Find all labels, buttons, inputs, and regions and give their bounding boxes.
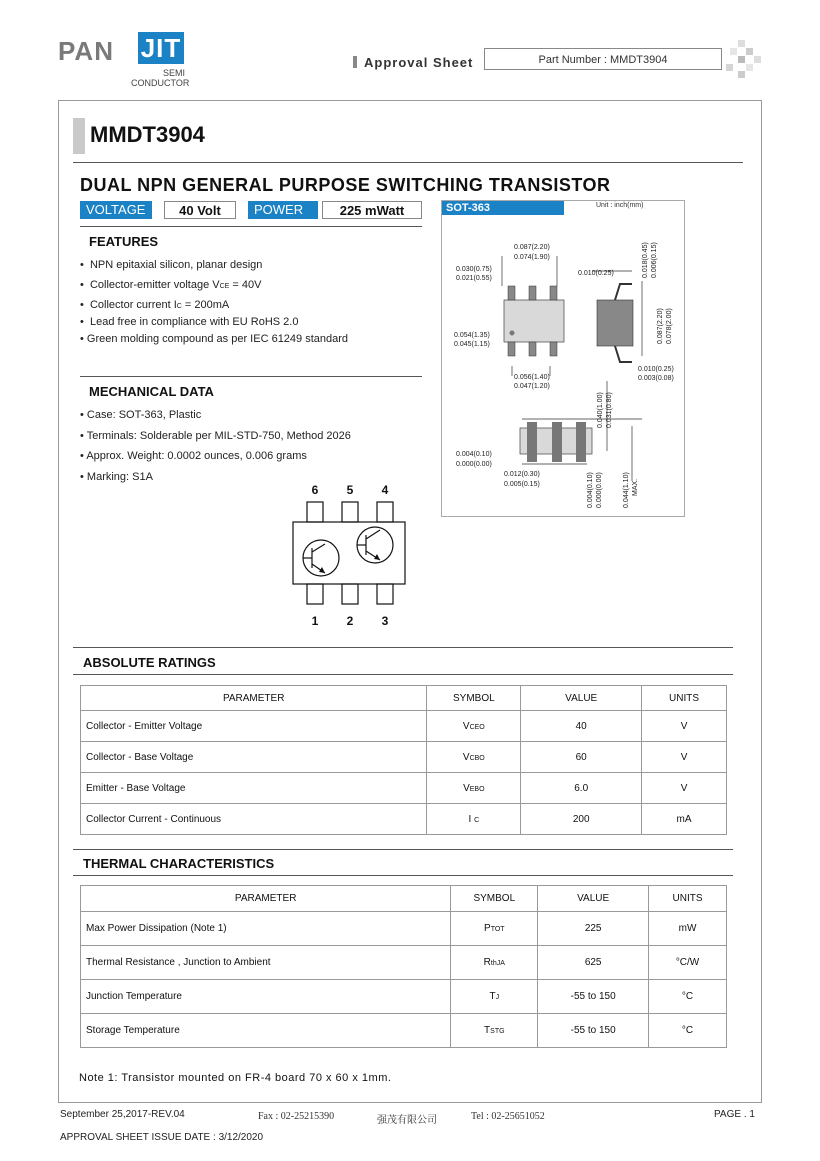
- value-cell: 40: [521, 711, 642, 742]
- column-header: PARAMETER: [81, 686, 427, 711]
- mechanical-item: • Approx. Weight: 0.0002 ounces, 0.006 grams: [80, 450, 307, 462]
- footer-issue-date: APPROVAL SHEET ISSUE DATE : 3/12/2020: [60, 1132, 264, 1143]
- column-header: SYMBOL: [427, 686, 521, 711]
- dim-smax-label: MAX.: [632, 478, 639, 496]
- table-row: [81, 804, 727, 835]
- table-header-row: [81, 686, 727, 711]
- power-value: 225 mWatt: [322, 201, 422, 219]
- dim-vt-max: 0.018(0.45): [642, 242, 649, 278]
- value-cell: 225: [538, 912, 649, 946]
- thermal-rule-bottom: [73, 875, 733, 876]
- unit-cell: V: [642, 773, 727, 804]
- mechanical-item: • Marking: S1A: [80, 471, 153, 483]
- footer-tel: Tel : 02-25651052: [471, 1111, 545, 1122]
- pin-2-label: 2: [346, 614, 354, 628]
- value-cell: 6.0: [521, 773, 642, 804]
- page-title: MMDT3904: [90, 122, 205, 147]
- mechanical-item: • Case: SOT-363, Plastic: [80, 409, 202, 421]
- features-heading: FEATURES: [89, 234, 159, 249]
- feature-item: • Green molding compound as per IEC 61249 standard: [80, 333, 349, 345]
- footnote: Note 1: Transistor mounted on FR-4 board 70 x 60 x 1mm.: [79, 1072, 392, 1084]
- param-cell: Junction Temperature: [81, 980, 451, 1014]
- dim-body-max: 0.056(1.40): [514, 374, 550, 381]
- dim-width-min: 0.074(1.90): [514, 254, 550, 261]
- dim-height-max: 0.054(1.35): [454, 332, 490, 339]
- approval-sheet-label: Approval Sheet: [364, 55, 474, 70]
- dim-vr-min: 0.078(2.00): [666, 308, 673, 344]
- dim-lead-max: 0.030(0.75): [456, 266, 492, 273]
- table-row: [81, 773, 727, 804]
- unit-cell: mA: [642, 804, 727, 835]
- dim-pitch: 0.010(0.25): [578, 270, 614, 277]
- absolute-rule-bottom: [73, 674, 733, 675]
- symbol-cell: VCBO: [427, 742, 521, 773]
- column-header: PARAMETER: [81, 886, 451, 912]
- dim-bottom-max: 0.012(0.30): [504, 471, 540, 478]
- param-cell: Collector - Emitter Voltage: [81, 711, 427, 742]
- column-header: VALUE: [538, 886, 649, 912]
- table-header-row: [81, 886, 727, 912]
- symbol-cell: TJ: [451, 980, 538, 1014]
- unit-cell: mW: [649, 912, 727, 946]
- pin-6-label: 6: [311, 483, 319, 497]
- mechanical-heading: MECHANICAL DATA: [89, 384, 214, 399]
- dim-vr-max: 0.087(2.20): [657, 308, 664, 344]
- pinout-schematic: [285, 478, 411, 630]
- column-header: UNITS: [649, 886, 727, 912]
- decorative-squares-icon: [726, 40, 762, 78]
- dim-lead-min: 0.021(0.55): [456, 275, 492, 282]
- pin-4-label: 4: [381, 483, 389, 497]
- dim-bottom-min: 0.005(0.15): [504, 481, 540, 488]
- unit-cell: V: [642, 711, 727, 742]
- dim-height-min: 0.045(1.15): [454, 341, 490, 348]
- param-cell: Emitter - Base Voltage: [81, 773, 427, 804]
- param-cell: Collector - Base Voltage: [81, 742, 427, 773]
- value-cell: -55 to 150: [538, 1014, 649, 1048]
- absolute-rule: [73, 647, 733, 648]
- dim-sv-max: 0.004(0.10): [587, 472, 594, 508]
- dim-body-min: 0.047(1.20): [514, 383, 550, 390]
- feature-item: • Collector current IC = 200mA: [80, 299, 230, 311]
- approval-marker: [353, 56, 357, 68]
- value-cell: 625: [538, 946, 649, 980]
- table-row: [81, 1014, 727, 1048]
- thermal-heading: THERMAL CHARACTERISTICS: [83, 856, 275, 871]
- footer-page: PAGE . 1: [714, 1109, 755, 1120]
- table-row: [81, 980, 727, 1014]
- unit-cell: °C: [649, 1014, 727, 1048]
- dim-vt-min: 0.006(0.15): [651, 242, 658, 278]
- value-cell: 200: [521, 804, 642, 835]
- footer-date-rev: September 25,2017-REV.04: [60, 1109, 185, 1120]
- column-header: VALUE: [521, 686, 642, 711]
- dim-smax-value: 0.044(1.10): [623, 472, 630, 508]
- sot363-drawing: [442, 216, 684, 516]
- logo-conductor-text: CONDUCTOR: [131, 78, 190, 88]
- logo-pan-text: PAN: [58, 36, 114, 66]
- dim-side-min: 0.031(0.80): [606, 392, 613, 428]
- pin-3-label: 3: [381, 614, 389, 628]
- dim-standoff-max: 0.004(0.10): [456, 451, 492, 458]
- logo-jit-text: JIT: [138, 32, 184, 64]
- symbol-cell: PTOT: [451, 912, 538, 946]
- column-header: SYMBOL: [451, 886, 538, 912]
- dim-standoff-min: 0.000(0.00): [456, 461, 492, 468]
- logo-semi-text: SEMI: [163, 68, 186, 78]
- title-tab: [73, 118, 85, 154]
- symbol-cell: VCEO: [427, 711, 521, 742]
- table-row: [81, 912, 727, 946]
- table-row: [81, 946, 727, 980]
- unit-cell: V: [642, 742, 727, 773]
- dim-r-max: 0.010(0.25): [638, 366, 674, 373]
- param-cell: Collector Current - Continuous: [81, 804, 427, 835]
- title-rule: [73, 162, 743, 163]
- value-cell: -55 to 150: [538, 980, 649, 1014]
- dim-sv-min: 0.000(0.00): [596, 472, 603, 508]
- features-rule: [80, 226, 422, 227]
- package-name: SOT-363: [442, 201, 564, 215]
- param-cell: Max Power Dissipation (Note 1): [81, 912, 451, 946]
- mechanical-rule: [80, 376, 422, 377]
- absolute-ratings-heading: ABSOLUTE RATINGS: [83, 655, 216, 670]
- symbol-cell: I C: [427, 804, 521, 835]
- feature-item: • Collector-emitter voltage VCE = 40V: [80, 279, 262, 291]
- panjit-logo: [58, 30, 198, 90]
- mechanical-item: • Terminals: Solderable per MIL-STD-750, Method 2026: [80, 430, 351, 442]
- symbol-cell: RthJA: [451, 946, 538, 980]
- absolute-ratings-table: [80, 685, 727, 835]
- feature-item: • Lead free in compliance with EU RoHS 2.0: [80, 316, 299, 328]
- voltage-label: VOLTAGE: [80, 201, 152, 219]
- footer-company: 强茂有限公司: [377, 1115, 437, 1126]
- symbol-cell: TSTG: [451, 1014, 538, 1048]
- value-cell: 60: [521, 742, 642, 773]
- footer-fax: Fax : 02-25215390: [258, 1111, 335, 1122]
- thermal-table: [80, 885, 727, 1048]
- feature-item: • NPN epitaxial silicon, planar design: [80, 259, 263, 271]
- power-label: POWER: [248, 201, 318, 219]
- dim-r-min: 0.003(0.08): [638, 375, 674, 382]
- param-cell: Thermal Resistance , Junction to Ambient: [81, 946, 451, 980]
- dim-side-max: 0.040(1.00): [597, 392, 604, 428]
- table-row: [81, 742, 727, 773]
- symbol-cell: VEBO: [427, 773, 521, 804]
- param-cell: Storage Temperature: [81, 1014, 451, 1048]
- unit-cell: °C/W: [649, 946, 727, 980]
- voltage-value: 40 Volt: [164, 201, 236, 219]
- dim-width-max: 0.087(2.20): [514, 244, 550, 251]
- package-unit: Unit : inch(mm): [596, 202, 644, 209]
- column-header: UNITS: [642, 686, 727, 711]
- pin-5-label: 5: [346, 483, 354, 497]
- pin-1-label: 1: [311, 614, 319, 628]
- page-subtitle: DUAL NPN GENERAL PURPOSE SWITCHING TRANSISTOR: [80, 175, 611, 195]
- table-row: [81, 711, 727, 742]
- unit-cell: °C: [649, 980, 727, 1014]
- part-number-box: Part Number : MMDT3904: [484, 48, 722, 70]
- thermal-rule: [73, 849, 733, 850]
